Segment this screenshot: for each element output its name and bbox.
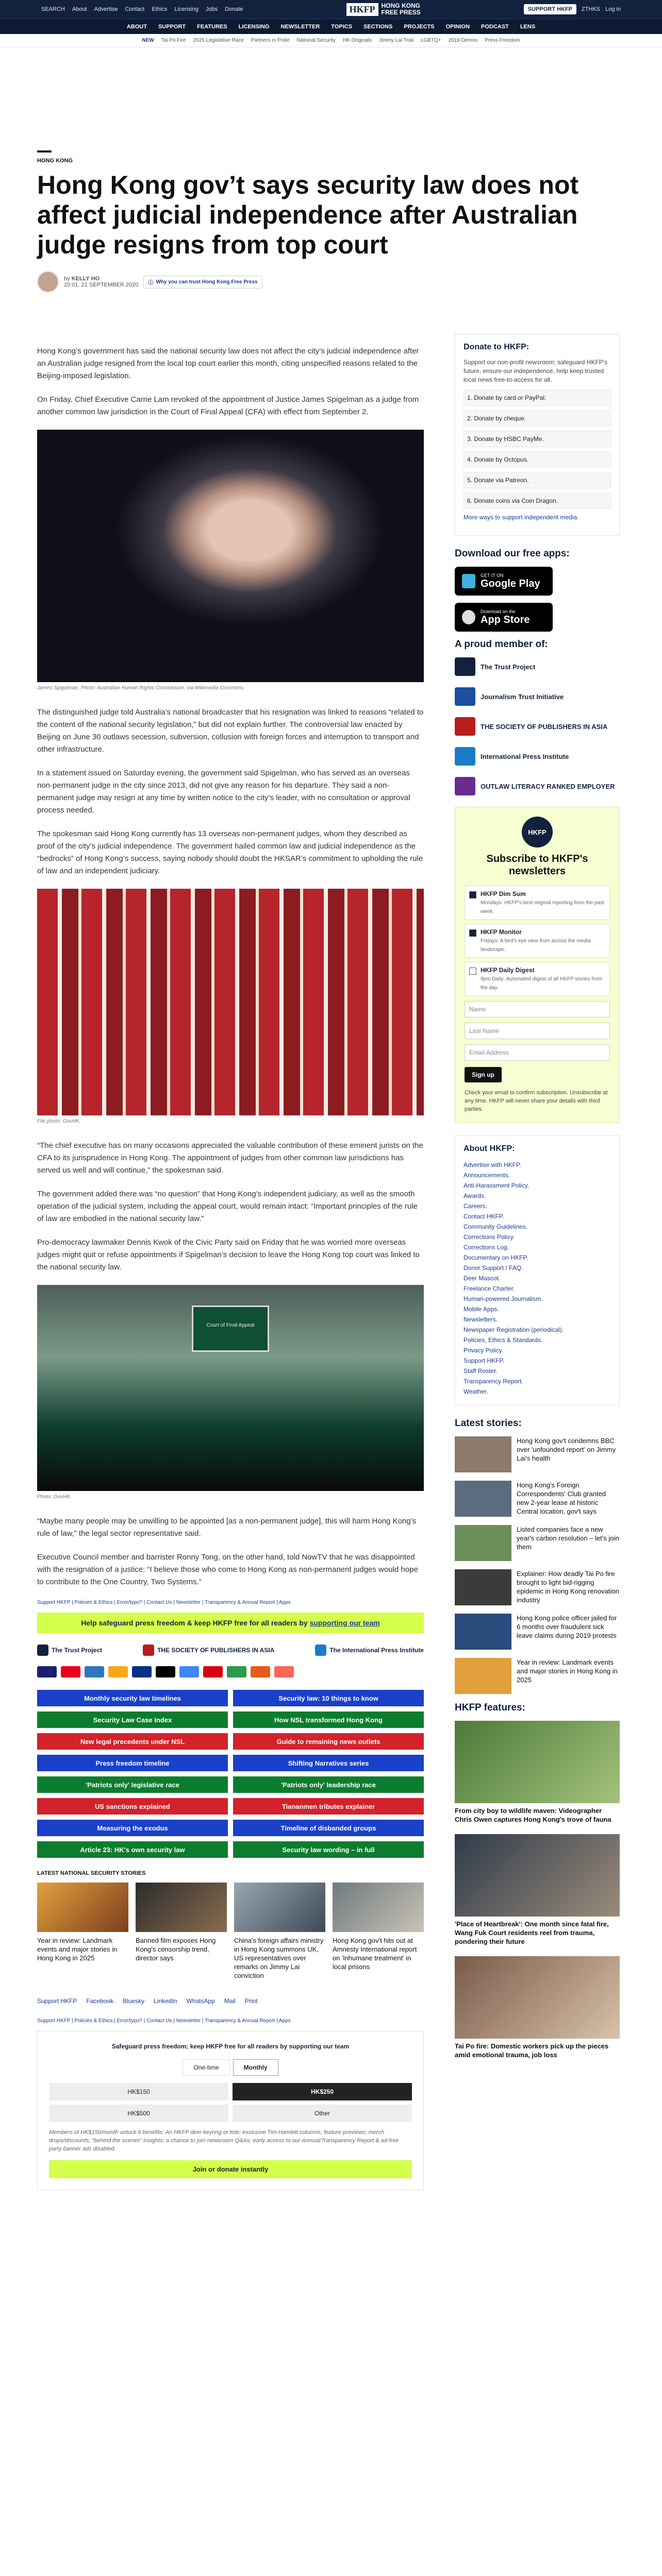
- support-promo-banner[interactable]: [37, 1613, 424, 1633]
- share-row: [37, 1997, 424, 2005]
- author-prefix: by: [64, 276, 70, 282]
- about-link[interactable]: Freelance Charter.: [464, 1285, 515, 1292]
- patreon-icon: [274, 1666, 294, 1677]
- sopa-icon: [143, 1645, 154, 1656]
- about-title: About HKFP:: [464, 1144, 515, 1153]
- sidebar-story[interactable]: [455, 1658, 620, 1694]
- sopa-logo[interactable]: [143, 1645, 274, 1656]
- top-utility-bar: [0, 0, 662, 19]
- story-title: Year in review: Landmark events and major stories in Hong Kong in 2025: [37, 1937, 118, 1962]
- nav-topics[interactable]: TOPICS: [331, 23, 353, 30]
- story-title: Banned film exposes Hong Kong's censorship trend, director says: [136, 1937, 216, 1962]
- about-link[interactable]: Support HKFP.: [464, 1357, 505, 1364]
- about-link[interactable]: About: [72, 6, 87, 12]
- main-nav: [0, 19, 662, 34]
- amount-options: [49, 2083, 412, 2122]
- trending-item[interactable]: 2025 Legislative Race: [193, 38, 244, 43]
- topic-buttons: [37, 1690, 424, 1858]
- about-link[interactable]: Awards.: [464, 1192, 486, 1199]
- member-label: International Press Institute: [481, 752, 569, 760]
- newsletter-option-text: [481, 967, 605, 991]
- one-time-tab[interactable]: One-time: [183, 2059, 229, 2076]
- about-link[interactable]: Corrections Policy.: [464, 1233, 515, 1241]
- newsletter-title: Subscribe to HKFP's newsletters: [486, 853, 588, 877]
- member-label: THE SOCIETY OF PUBLISHERS IN ASIA: [481, 722, 608, 731]
- newsletter-option-text: [481, 928, 605, 953]
- judges-ceremony-photo[interactable]: [37, 889, 424, 1115]
- topic-button[interactable]: How NSL transformed Hong Kong: [233, 1711, 424, 1728]
- newsletter-name: HKFP Daily Digest: [481, 967, 535, 974]
- google-play-badge[interactable]: [455, 567, 553, 596]
- about-box: [455, 1136, 620, 1405]
- about-link[interactable]: Mobile Apps.: [464, 1306, 499, 1313]
- member-logo[interactable]: [455, 777, 620, 795]
- story-card[interactable]: [333, 1883, 424, 1980]
- about-link[interactable]: Newsletters.: [464, 1316, 498, 1323]
- monthly-tab[interactable]: Monthly: [233, 2059, 278, 2076]
- topic-button[interactable]: Monthly security law timelines: [37, 1690, 228, 1706]
- trust-project-icon: [455, 657, 475, 676]
- amount-option[interactable]: HK$150: [49, 2083, 228, 2100]
- member-label: The Trust Project: [481, 663, 536, 671]
- signup-button[interactable]: Sign up: [465, 1067, 502, 1082]
- about-link[interactable]: Careers.: [464, 1202, 488, 1210]
- member-logo[interactable]: [455, 747, 620, 766]
- share-facebook[interactable]: Facebook: [86, 1997, 114, 2005]
- sidebar-story[interactable]: [455, 1614, 620, 1650]
- latest-section-title: LATEST NATIONAL SECURITY STORIES: [37, 1870, 146, 1876]
- logo-line-1: HONG KONG: [381, 2, 420, 9]
- about-link[interactable]: Staff Roster.: [464, 1367, 498, 1375]
- apple-icon: [462, 610, 475, 624]
- support-hkfp-button[interactable]: SUPPORT HKFP: [524, 4, 576, 14]
- feature-card[interactable]: [455, 1956, 620, 2059]
- paragraph: In a statement issued on Saturday evening, the government said Spigelman, who has served as an overseas non-permanent judge in the city since 2013, did not give any reason for his departure. They said a non-permanent judge may resign at any time by written notice to the city’s leader, with no consultation or approval process needed.: [37, 769, 410, 815]
- story-thumbnail: [455, 1569, 511, 1605]
- ethics-link[interactable]: Ethics: [152, 6, 168, 12]
- octopus-icon: [251, 1666, 270, 1677]
- trending-item[interactable]: Jimmy Lai Trial: [379, 38, 413, 43]
- share-support-hkfp[interactable]: Support HKFP: [37, 1997, 77, 2005]
- publish-date: 20:01, 21 SEPTEMBER 2020: [64, 282, 139, 288]
- story-title: China's foreign affairs ministry in Hong Kong summons UK, US representatives over remarks on Jimmy Lai conviction: [234, 1937, 324, 1979]
- trending-item[interactable]: Tai Po Fire: [161, 38, 186, 43]
- contact-link[interactable]: Contact: [125, 6, 145, 12]
- photo-caption: File photo: GovHK.: [37, 1118, 81, 1124]
- story-card[interactable]: [37, 1883, 128, 1980]
- topic-button[interactable]: Measuring the exodus: [37, 1820, 228, 1836]
- topic-button[interactable]: Article 23: HK's own security law: [37, 1841, 228, 1858]
- story-thumbnail: [455, 1436, 511, 1472]
- donate-option[interactable]: 3. Donate by HSBC PayMe.: [464, 431, 611, 447]
- paragraph: Executive Council member and barrister Ronny Tong, on the other hand, told NowTV that he was disappointed with the resignation of a justice: “I believe those who come to Hong Kong as non-permanent judges would hope to contribute to the One Country, Two Systems.”: [37, 1553, 418, 1586]
- latest-stories-title: Latest stories:: [455, 1418, 522, 1429]
- article-title: Hong Kong gov’t says security law does not affect judicial independence after Australian judge resigns from top court: [37, 171, 579, 259]
- google-play-big: Google Play: [481, 578, 540, 589]
- paragraph: “The chief executive has on many occasions appreciated the valuable contribution of these eminent jurists on the CFA to its jurisprudence in Hong Kong. The appointment of judges from other common law jurisdictions has served us well and will continue,” the spokesman said.: [37, 1141, 423, 1175]
- paragraph: On Friday, Chief Executive Carrie Lam revoked of the appointment of Justice James Spigelman as a judge from another common law jurisdiction in the Court of Final Appeal (CFA) with effect from September 2.: [37, 395, 419, 416]
- share-linkedin[interactable]: LinkedIn: [154, 1997, 177, 2005]
- promo-text: Help safeguard press freedom & keep HKFP free for all readers by: [81, 1619, 310, 1627]
- features-title: HKFP features:: [455, 1702, 525, 1713]
- nav-lens[interactable]: LENS: [520, 23, 536, 30]
- trust-project-icon: [37, 1645, 48, 1656]
- about-list: [464, 1160, 611, 1397]
- feature-image: [455, 1834, 620, 1917]
- feature-card[interactable]: [455, 1834, 620, 1946]
- trust-project-logo[interactable]: [37, 1645, 102, 1656]
- story-card[interactable]: [136, 1883, 227, 1980]
- donate-more-link[interactable]: More ways to support independent media.: [464, 514, 579, 521]
- paragraph: “Maybe many people may be unwilling to be appointed [as a non-permanent judge], this will harm Hong Kong’s rule of law,” the legal sector representative said.: [37, 1517, 417, 1538]
- newsletter-box: [455, 807, 620, 1123]
- donation-headline: Safeguard press freedom; keep HKFP free for all readers by supporting our team: [111, 2043, 350, 2050]
- utility-right: [524, 4, 621, 14]
- about-link[interactable]: Contact HKFP.: [464, 1213, 504, 1220]
- visa-icon: [37, 1666, 57, 1677]
- ipi-icon: [315, 1645, 326, 1656]
- article-body: [37, 334, 424, 2190]
- paypal-icon: [132, 1666, 152, 1677]
- sidebar: [455, 334, 620, 2190]
- judge-photo[interactable]: [37, 430, 424, 682]
- latest-stories-grid: [37, 1883, 424, 1980]
- about-link[interactable]: Documentary on HKFP.: [464, 1254, 528, 1261]
- newsletter-option-text: [481, 890, 605, 915]
- trust-pill[interactable]: [143, 276, 262, 289]
- share-print[interactable]: Print: [244, 1997, 258, 2005]
- trending-bar: [0, 34, 662, 47]
- utility-links: [41, 6, 243, 12]
- share-bluesky[interactable]: Bluesky: [123, 1997, 145, 2005]
- category-label[interactable]: HONG KONG: [37, 158, 73, 164]
- google-pay-icon: [179, 1666, 199, 1677]
- support-links-bottom[interactable]: Support HKFP | Policies & Ethics | Error/typo? | Contact Us | Newsletter | Transparency & Annual Report | Apps: [37, 2018, 291, 2024]
- about-link[interactable]: Anti-Harassment Policy.: [464, 1182, 529, 1189]
- newsletter-desc: 9pm Daily: Automated digest of all HKFP stories from the day.: [481, 976, 602, 991]
- frequency-toggle: [49, 2059, 412, 2076]
- donate-box: [455, 334, 620, 536]
- promo-link[interactable]: supporting our team: [309, 1619, 380, 1627]
- about-link[interactable]: Privacy Policy.: [464, 1347, 504, 1354]
- app-store-badge[interactable]: [455, 603, 553, 632]
- member-logo[interactable]: [455, 687, 620, 706]
- story-title: Explainer: How deadly Tai Po fire brought to light bid-rigging epidemic in Hong Kong renovation industry: [517, 1570, 619, 1604]
- member-title: A proud member of:: [455, 639, 548, 650]
- nav-support[interactable]: SUPPORT: [158, 23, 186, 30]
- photo-caption: James Spigelman. Photo: Australian Human Rights Commission, via Wikimedia Commons.: [37, 685, 245, 691]
- support-links[interactable]: Support HKFP | Policies & Ethics | Error/typo? | Contact Us | Newsletter | Transparency & Annual Report | Apps: [37, 1600, 291, 1605]
- story-thumbnail: [455, 1481, 511, 1517]
- story-title: Hong Kong gov't hits out at Amnesty International report on 'inhumane treatment' in local prisons: [333, 1937, 417, 1971]
- story-card[interactable]: [234, 1883, 325, 1980]
- app-store-big: App Store: [481, 614, 530, 625]
- newsletter-name: HKFP Dim Sum: [481, 890, 526, 897]
- sopa-icon: [455, 717, 475, 736]
- info-icon: ⓘ: [148, 280, 154, 286]
- trust-label: Why you can trust Hong Kong Free Press: [156, 279, 258, 285]
- topic-button[interactable]: Timeline of disbanded groups: [233, 1820, 424, 1836]
- member-logo[interactable]: [455, 717, 620, 736]
- amex-icon: [85, 1666, 104, 1677]
- jobs-link[interactable]: Jobs: [205, 6, 218, 12]
- nav-opinion[interactable]: OPINION: [445, 23, 470, 30]
- site-logo[interactable]: [346, 3, 421, 16]
- share-whatsapp[interactable]: WhatsApp: [186, 1997, 215, 2005]
- sidebar-story[interactable]: [455, 1481, 620, 1517]
- amount-option-selected[interactable]: HK$250: [233, 2083, 412, 2100]
- story-thumbnail: [136, 1883, 227, 1932]
- story-thumbnail: [455, 1525, 511, 1561]
- partner-label: THE SOCIETY OF PUBLISHERS IN ASIA: [157, 1647, 275, 1654]
- donate-title: Donate to HKFP:: [464, 343, 529, 351]
- about-link[interactable]: Advertise with HKFP.: [464, 1161, 521, 1168]
- trending-item[interactable]: 2019 Demos: [448, 38, 478, 43]
- topic-button[interactable]: 'Patriots only' legislative race: [37, 1776, 228, 1793]
- newsletter-option[interactable]: [465, 886, 610, 920]
- donate-option[interactable]: 6. Donate coins via Coin Dragon.: [464, 493, 611, 509]
- name-field[interactable]: Name: [465, 1001, 610, 1018]
- about-link[interactable]: Corrections Log.: [464, 1244, 509, 1251]
- last-name-field[interactable]: Last Name: [465, 1023, 610, 1039]
- topic-button[interactable]: 'Patriots only' leadership race: [233, 1776, 424, 1793]
- amount-option[interactable]: HK$500: [49, 2105, 228, 2122]
- paragraph: The spokesman said Hong Kong currently has 13 overseas non-permanent judges, whom they described as proof of the city’s judicial independence. The government hailed common law and judicial independence as the “bedrocks” of Hong Kong’s success, saying nobody should doubt the HKSAR’s commitment to upholding the rule of law and an independent judiciary.: [37, 829, 423, 875]
- about-link[interactable]: Donor Support / FAQ.: [464, 1264, 523, 1272]
- paragraph: The distinguished judge told Australia’s national broadcaster that his resignation was linked to reasons “related to the content of the national security legislation,” but did not explain further. The controversial law enacted by Beijing on June 30 outlaws secession, subversion, collusion with foreign forces and interruption to transport and other infrastructure.: [37, 708, 424, 754]
- donate-link[interactable]: Donate: [225, 6, 243, 12]
- mastercard-icon: [61, 1666, 80, 1677]
- checkbox-checked[interactable]: [469, 929, 476, 937]
- about-link[interactable]: Transparency Report.: [464, 1378, 523, 1385]
- paragraph: Hong Kong’s government has said the national security law does not affect the city’s judicial independence after an Australian judge resigned from the local top court earlier this month, citing unspecified reasons related to the Beijing-imposed legislation.: [37, 347, 419, 380]
- story-title: Listed companies face a new year's carbon resolution – let's join them: [517, 1526, 619, 1551]
- topic-button[interactable]: US sanctions explained: [37, 1798, 228, 1815]
- apple-pay-icon: [156, 1666, 175, 1677]
- court-building-photo[interactable]: [37, 1285, 424, 1491]
- article-header: [37, 47, 625, 293]
- topic-button[interactable]: Security law: 10 things to know: [233, 1690, 424, 1706]
- accent-bar: [37, 150, 52, 152]
- fps-icon: [227, 1666, 246, 1677]
- nav-podcast[interactable]: PODCAST: [481, 23, 509, 30]
- ipi-icon: [455, 747, 475, 766]
- join-donate-button[interactable]: Join or donate instantly: [49, 2160, 412, 2178]
- language-switch[interactable]: ZTHKS: [581, 6, 600, 12]
- trending-item[interactable]: HK Originals: [342, 38, 372, 43]
- story-title: Hong Kong's Foreign Correspondents' Club granted new 2-year lease at historic Central location, gov't says: [517, 1481, 606, 1515]
- trending-item[interactable]: Partners in Pride: [251, 38, 290, 43]
- author-block: [64, 276, 138, 288]
- story-title: Year in review: Landmark events and major stories in Hong Kong in 2025: [517, 1658, 618, 1684]
- nav-features[interactable]: FEATURES: [197, 23, 227, 30]
- newsletter-note: Check your email to confirm subscription. Unsubscribe at any time. HKFP will never share your details with third parties.: [465, 1090, 608, 1112]
- story-thumbnail: [333, 1883, 424, 1932]
- donate-option[interactable]: 5. Donate via Patreon.: [464, 472, 611, 488]
- nav-sections[interactable]: SECTIONS: [363, 23, 393, 30]
- donate-option[interactable]: 4. Donate by Octopus.: [464, 451, 611, 468]
- about-link[interactable]: Newspaper Registration (periodical).: [464, 1326, 564, 1333]
- email-field[interactable]: Email Address: [465, 1044, 610, 1061]
- content-area: [37, 334, 625, 2190]
- nav-licensing[interactable]: LICENSING: [238, 23, 270, 30]
- about-link[interactable]: Policies, Ethics & Standards.: [464, 1336, 543, 1344]
- feature-title: Tai Po fire: Domestic workers pick up the pieces amid emotional trauma, job loss: [455, 2042, 609, 2059]
- member-label: Journalism Trust Initiative: [481, 692, 564, 701]
- search-link[interactable]: SEARCH: [41, 6, 65, 12]
- photo-caption: Photo: GovHK.: [37, 1494, 72, 1500]
- newsletter-desc: Mondays: HKFP's best original reporting from the past week.: [481, 900, 604, 914]
- outlaw-icon: [455, 777, 475, 795]
- topic-button[interactable]: Press freedom timeline: [37, 1755, 228, 1771]
- story-title: Hong Kong gov't condemns BBC over 'unfounded report' on Jimmy Lai's health: [517, 1437, 616, 1462]
- partner-logos: [37, 1645, 424, 1656]
- court-sign: Court of Final Appeal: [192, 1306, 269, 1352]
- nav-about[interactable]: ABOUT: [126, 23, 147, 30]
- story-thumbnail: [455, 1658, 511, 1694]
- licensing-link[interactable]: Licensing: [174, 6, 198, 12]
- nav-projects[interactable]: PROJECTS: [404, 23, 435, 30]
- paragraph: Pro-democracy lawmaker Dennis Kwok of the Civic Party said on Friday that he was worried more overseas judges might quit or refuse appointments if Spigelman’s decision to leave the Hong Kong top court was linked to the national security law.: [37, 1238, 420, 1272]
- feature-title: From city boy to wildlife maven: Videographer Chris Owen captures Hong Kong's trove of fauna: [455, 1807, 611, 1823]
- newsletter-name: HKFP Monitor: [481, 928, 522, 936]
- about-link[interactable]: Announcements.: [464, 1172, 510, 1179]
- paragraph: The government added there was “no question” that Hong Kong’s independent judiciary, as well as the smooth operation of the judicial system, including the appeal court, would remain intact: “Important principles of the rule of law are embodied in the national security law.”: [37, 1190, 418, 1223]
- byline: [37, 271, 625, 293]
- share-mail[interactable]: Mail: [224, 1997, 236, 2005]
- about-link[interactable]: Deer Mascot.: [464, 1275, 501, 1282]
- newsletter-desc: Fridays: A bird's eye view from across the media landscape.: [481, 938, 591, 953]
- story-title: Hong Kong police officer jailed for 6 months over fraudulent sick leave claims during 2019 protests: [517, 1614, 617, 1639]
- jti-icon: [455, 687, 475, 706]
- feature-title: 'Place of Heartbreak': One month since fatal fire, Wang Fuk Court residents reel from trauma, pondering their future: [455, 1920, 609, 1945]
- advertise-link[interactable]: Advertise: [94, 6, 118, 12]
- story-thumbnail: [455, 1614, 511, 1650]
- partner-label: The Trust Project: [52, 1647, 103, 1654]
- about-link[interactable]: Weather.: [464, 1388, 488, 1395]
- new-badge: NEW: [142, 38, 154, 43]
- article-wrapper: [37, 47, 625, 2190]
- partner-label: The International Press Institute: [329, 1647, 424, 1654]
- donation-widget: [37, 2031, 424, 2190]
- feature-image: [455, 1956, 620, 2039]
- google-play-icon: [462, 574, 475, 588]
- trending-item[interactable]: LGBTQ+: [420, 38, 441, 43]
- feature-image: [455, 1721, 620, 1803]
- newsletter-logo: HKFP: [522, 817, 553, 848]
- about-link[interactable]: Human-powered Journalism.: [464, 1295, 543, 1302]
- trending-item[interactable]: National Security: [296, 38, 336, 43]
- donate-intro: Support our non-profit newsroom: safeguard HKFP's future, ensure our independence, help keep trusted local news free-to-access for all.: [464, 359, 608, 383]
- sidebar-story[interactable]: [455, 1436, 620, 1472]
- sidebar-story[interactable]: [455, 1525, 620, 1561]
- member-label: OUTLAW LITERACY RANKED EMPLOYER: [481, 782, 615, 790]
- author-name[interactable]: KELLY HO: [71, 276, 100, 282]
- topic-button[interactable]: Security law wording – in full: [233, 1841, 424, 1858]
- google-play-small: GET IT ON: [481, 572, 504, 578]
- topic-button[interactable]: Tiananmen tributes explainer: [233, 1798, 424, 1815]
- membership-description: Members of HK$150/month unlock 6 benefits: An HKFP deer keyring or tote; exclusive Tim Hamlett columns; feature previews; merch drops/discounts; "behind the scenes" insights; a chance to join newsroom Q&As; early access to our Annual/Transparency Report & ad-free party banner ads disabled.: [49, 2129, 399, 2152]
- newsletter-option[interactable]: [465, 962, 610, 996]
- sidebar-story[interactable]: [455, 1569, 620, 1605]
- story-thumbnail: [37, 1883, 128, 1932]
- topic-button[interactable]: New legal precedents under NSL: [37, 1733, 228, 1750]
- logo-line-2: FREE PRESS: [381, 9, 421, 16]
- app-store-small: Download on the: [481, 608, 516, 614]
- checkbox-checked[interactable]: [469, 891, 476, 899]
- newsletter-option[interactable]: [465, 924, 610, 958]
- topic-button[interactable]: Guide to remaining news outlets: [233, 1733, 424, 1750]
- logo-box: HKFP: [346, 3, 378, 16]
- apps-title: Download our free apps:: [455, 548, 570, 559]
- nav-newsletter[interactable]: NEWSLETTER: [280, 23, 320, 30]
- author-avatar: [37, 271, 59, 293]
- about-link[interactable]: Community Guidelines.: [464, 1223, 528, 1230]
- logo-text: [382, 3, 421, 16]
- donate-option[interactable]: 2. Donate by cheque.: [464, 410, 611, 427]
- checkbox-unchecked[interactable]: [469, 968, 476, 975]
- payment-icons: [37, 1666, 424, 1677]
- topic-button[interactable]: Security Law Case Index: [37, 1711, 228, 1728]
- amount-option[interactable]: Other: [233, 2105, 412, 2122]
- jcb-icon: [108, 1666, 128, 1677]
- feature-card[interactable]: [455, 1721, 620, 1824]
- ipi-logo[interactable]: [315, 1645, 424, 1656]
- topic-button[interactable]: Shifting Narratives series: [233, 1755, 424, 1771]
- login-link[interactable]: Log in: [605, 6, 621, 12]
- story-thumbnail: [234, 1883, 325, 1932]
- payme-icon: [203, 1666, 223, 1677]
- trending-item[interactable]: Press Freedom: [485, 38, 520, 43]
- donate-option[interactable]: 1. Donate by card or PayPal.: [464, 389, 611, 406]
- member-logo[interactable]: [455, 657, 620, 676]
